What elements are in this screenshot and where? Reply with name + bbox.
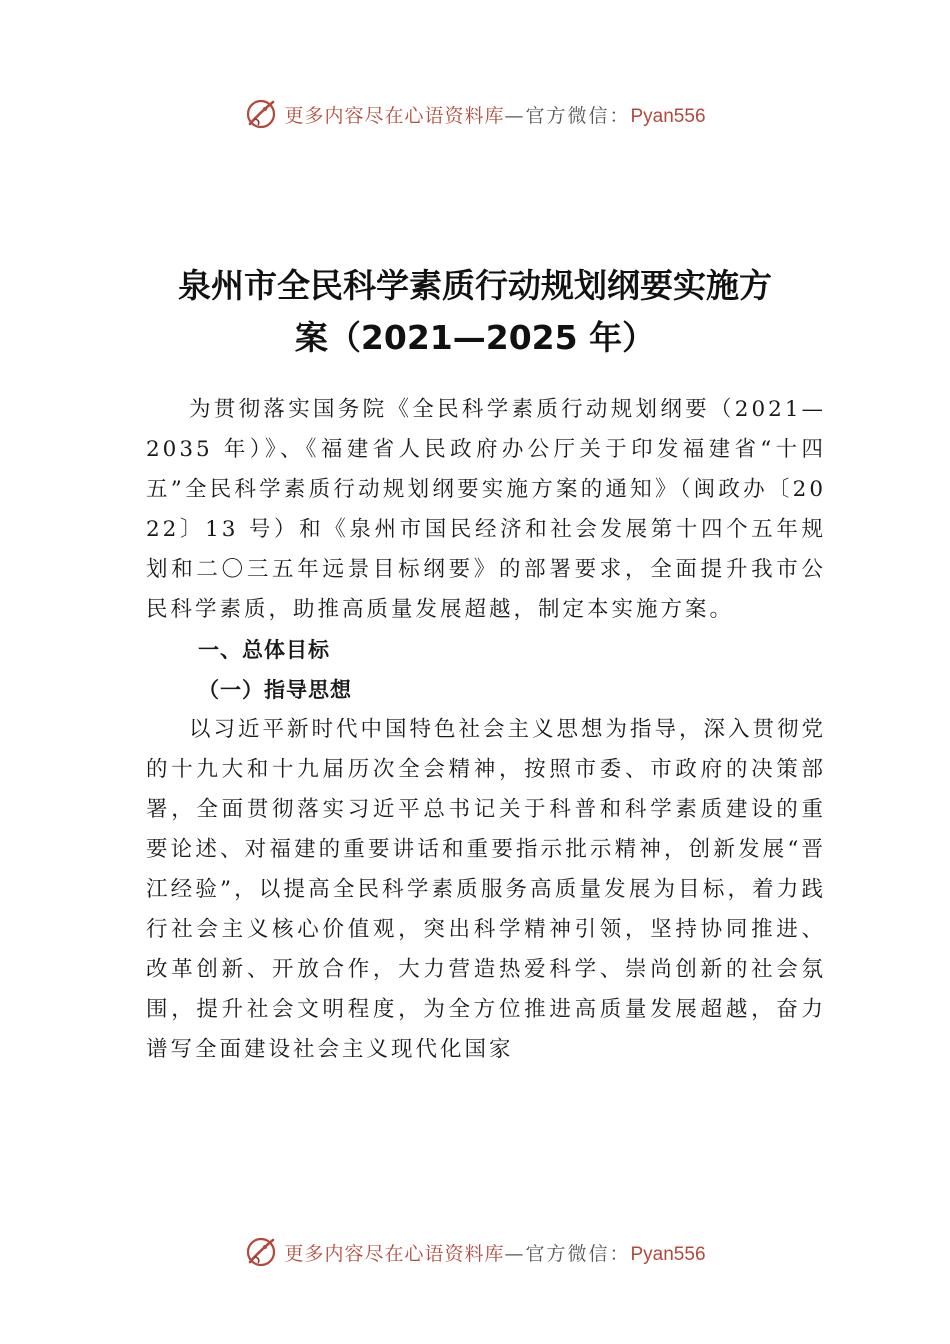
section-heading-overall-goals: 一、总体目标	[198, 638, 330, 662]
header-watermark-banner	[0, 92, 950, 136]
brush-circle-logo-icon	[244, 97, 278, 131]
subsection-heading-guiding-ideology: （一）指导思想	[198, 678, 352, 702]
intro-paragraph: 为贯彻落实国务院《全民科学素质行动规划纲要（2021—2035 年）》、《福建省人民政府办公厅关于印发福建省“十四五”全民科学素质行动规划纲要实施方案的通知》（闽政办〔2022〕13 号）和《泉州市国民经济和社会发展第十四个五年规划和二〇三五年远景目标纲要》的部署要求，全面提升我市公民科学素质，助推高质量发展超越，制定本实施方案。	[146, 397, 826, 622]
watermark-text	[284, 1239, 705, 1266]
document-body	[146, 390, 826, 1070]
watermark-main-text: 更多内容尽在心语资料库	[284, 1242, 505, 1265]
footer-watermark-banner	[0, 1230, 950, 1274]
document-title-line-2: 案（2021—2025 年）	[294, 318, 656, 357]
watermark-text	[284, 101, 705, 128]
watermark-contact-label: —官方微信：	[504, 104, 631, 127]
brush-circle-logo-icon	[244, 1235, 278, 1269]
guiding-ideology-paragraph: 以习近平新时代中国特色社会主义思想为指导，深入贯彻党的十九大和十九届历次全会精神，按照市委、市政府的决策部署，全面贯彻落实习近平总书记关于科普和科学素质建设的重要论述、对福建的重要讲话和重要指示批示精神，创新发展“晋江经验”，以提高全民科学素质服务高质量发展为目标，着力践行社会主义核心价值观，突出科学精神引领，坚持协同推进、改革创新、开放合作，大力营造热爱科学、崇尚创新的社会氛围，提升社会文明程度，为全方位推进高质量发展超越，奋力谱写全面建设社会主义现代化国家	[146, 717, 827, 1062]
watermark-contact-label: —官方微信：	[504, 1242, 631, 1265]
watermark-wechat-id: Pyan556	[630, 1243, 706, 1265]
watermark-wechat-id: Pyan556	[630, 105, 706, 127]
document-title	[100, 260, 850, 364]
watermark-main-text: 更多内容尽在心语资料库	[284, 104, 505, 127]
document-title-line-1: 泉州市全民科学素质行动规划纲要实施方	[178, 266, 772, 305]
